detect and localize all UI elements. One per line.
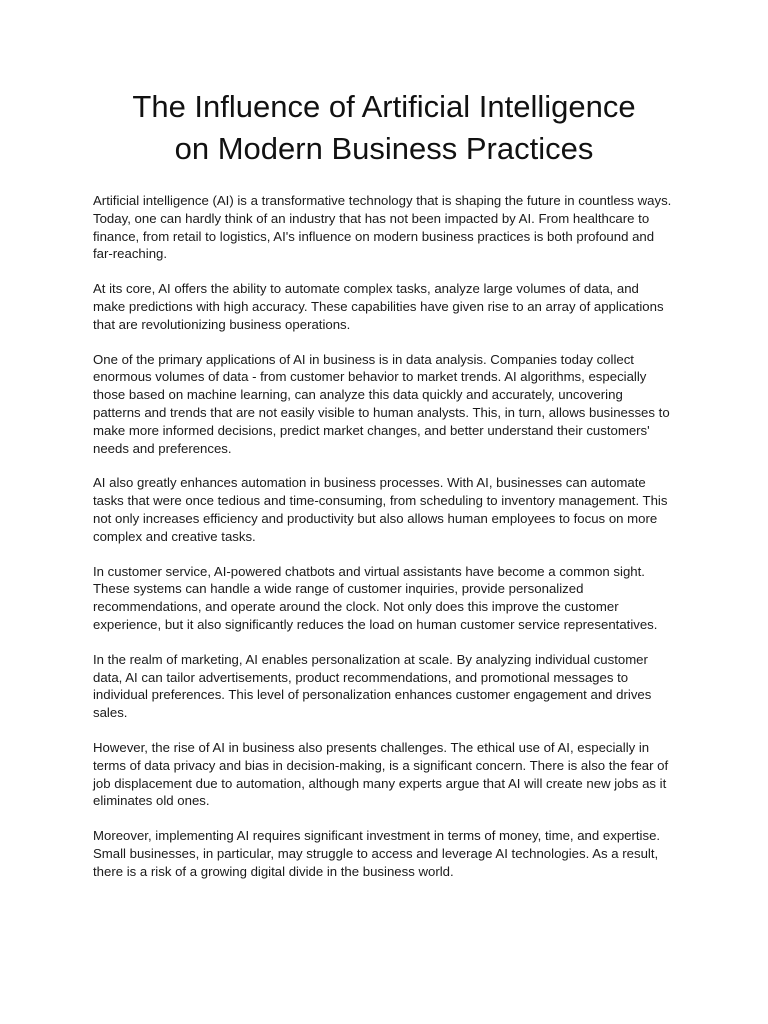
paragraph-automation: AI also greatly enhances automation in business processes. With AI, businesses can automate tasks that were once tedious and time-consuming, from scheduling to inventory management. This not only increases efficiency and productivity but also allows human employees to focus on more complex and creative tasks.	[93, 475, 668, 544]
paragraph-challenges: However, the rise of AI in business also presents challenges. The ethical use of AI, especially in terms of data privacy and bias in decision-making, is a significant concern. There is also the fear of job displacement due to automation, although many experts argue that AI will create new jobs as it eliminates old ones.	[93, 739, 669, 809]
paragraph-data-analysis: One of the primary applications of AI in business is in data analysis. Companies today collect enormous volumes of data - from customer behavior to market trends. AI algorithms, especially those based on machine learning, can analyze this data quickly and accurately, uncovering patterns and trends that are not easily visible to human analysts. This, in turn, allows businesses to make more informed decisions, predict market changes, and better understand their customers' needs and preferences.	[93, 351, 670, 456]
paragraph-core-capabilities: At its core, AI offers the ability to automate complex tasks, analyze large volumes of data, and make predictions with high accuracy. These capabilities have given rise to an array of applications that are revolutionizing business operations.	[93, 281, 664, 332]
document-title-line-1: The Influence of Artificial Intelligence	[132, 89, 636, 124]
paragraph-marketing: In the realm of marketing, AI enables personalization at scale. By analyzing individual customer data, AI can tailor advertisements, product recommendations, and promotional messages to individual preferences. This level of personalization enhances customer engagement and drives sales.	[93, 651, 652, 721]
paragraph-investment: Moreover, implementing AI requires significant investment in terms of money, time, and expertise. Small businesses, in particular, may struggle to access and leverage AI technologies. As a result, there is a risk of a growing digital divide in the business world.	[93, 828, 661, 879]
document-title-line-2: on Modern Business Practices	[174, 131, 594, 166]
document-title	[60, 86, 708, 170]
paragraph-intro: Artificial intelligence (AI) is a transformative technology that is shaping the future in countless ways. Today, one can hardly think of an industry that has not been impacted by AI. From healthcare to finance, from retail to logistics, AI's influence on modern business practices is both profound and far-reaching.	[93, 193, 672, 262]
paragraph-customer-service: In customer service, AI-powered chatbots and virtual assistants have become a common sight. These systems can handle a wide range of customer inquiries, provide personalized recommendations, and operate around the clock. Not only does this improve the customer experience, but it also significantly reduces the load on human customer service representatives.	[93, 563, 658, 632]
document-body	[93, 192, 673, 898]
